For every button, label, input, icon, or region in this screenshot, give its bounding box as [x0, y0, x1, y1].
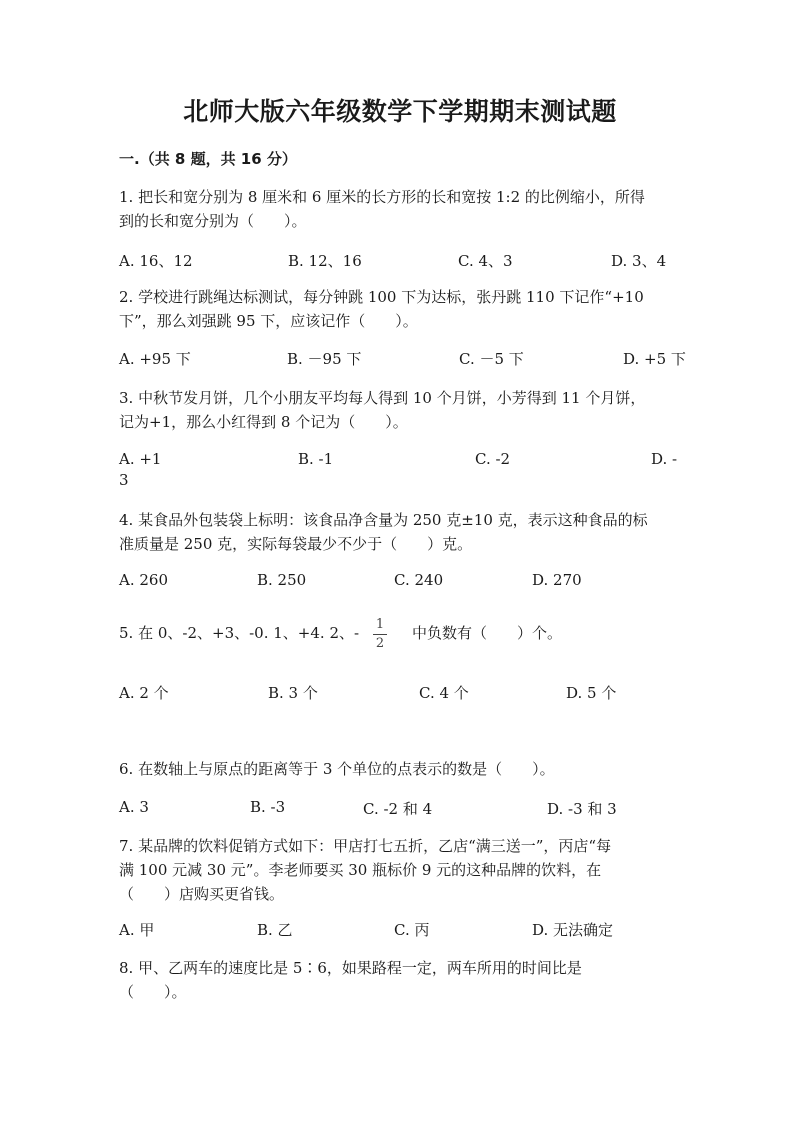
question-1-option-c: C. 4、3 [458, 252, 513, 270]
question-7-line-1: 7. 某品牌的饮料促销方式如下：甲店打七五折，乙店“满三送一”，丙店“每 [119, 837, 612, 855]
question-6-option-c: C. -2 和 4 [363, 800, 433, 818]
question-5-text: 5. 在 0、-2、+3、-0. 1、+4. 2、- [119, 624, 360, 642]
question-5-option-d: D. 5 个 [566, 684, 617, 702]
fraction-one-half [373, 618, 387, 651]
question-1-option-b: B. 12、16 [288, 252, 362, 270]
question-4-line-1: 4. 某食品外包装袋上标明：该食品净含量为 250 克±10 克，表示这种食品的标 [119, 511, 648, 529]
question-6-option-d: D. -3 和 3 [547, 800, 617, 818]
question-2-option-d: D. +5 下 [623, 350, 686, 368]
question-6-option-b: B. -3 [250, 798, 286, 816]
question-3-option-c: C. -2 [475, 450, 511, 468]
question-2-option-c: C. －5 下 [459, 350, 524, 368]
question-3-line-1: 3. 中秋节发月饼，几个小朋友平均每人得到 10 个月饼，小芳得到 11 个月饼， [119, 389, 646, 407]
question-7-line-3: （ ）店购买更省钱。 [119, 885, 285, 903]
question-5-option-c: C. 4 个 [419, 684, 469, 702]
question-2-line-1: 2. 学校进行跳绳达标测试，每分钟跳 100 下为达标，张丹跳 110 下记作“+10 [119, 288, 644, 306]
question-3-line-2: 记为+1，那么小红得到 8 个记为（ ）。 [119, 413, 408, 431]
question-1-option-a: A. 16、12 [119, 252, 193, 270]
question-7-option-d: D. 无法确定 [532, 921, 614, 939]
question-6-option-a: A. 3 [119, 798, 149, 816]
question-6-text: 6. 在数轴上与原点的距离等于 3 个单位的点表示的数是（ ）。 [119, 760, 555, 778]
fraction-numerator: 1 [375, 617, 385, 632]
fraction-denominator: 2 [375, 636, 385, 651]
question-3-option-a: A. +1 [119, 450, 162, 468]
question-2-line-2: 下”，那么刘强跳 95 下，应该记作（ ）。 [119, 312, 418, 330]
question-1-option-d: D. 3、4 [611, 252, 667, 270]
question-5-option-b: B. 3 个 [268, 684, 318, 702]
question-2-option-a: A. +95 下 [119, 350, 191, 368]
question-8-line-1: 8. 甲、乙两车的速度比是 5∶6，如果路程一定，两车所用的时间比是 [119, 959, 582, 977]
question-5-option-a: A. 2 个 [119, 684, 169, 702]
question-3-option-d: D. - [651, 450, 678, 468]
question-4-option-d: D. 270 [532, 571, 582, 589]
question-7-option-b: B. 乙 [257, 921, 293, 939]
question-1-line-1: 1. 把长和宽分别为 8 厘米和 6 厘米的长方形的长和宽按 1:2 的比例缩小，所得 [119, 188, 645, 206]
fraction-bar [373, 634, 387, 635]
page-title: 北师大版六年级数学下学期期末测试题 [183, 97, 617, 126]
question-8-line-2: （ ）。 [119, 983, 187, 1001]
question-7-line-2: 满 100 元减 30 元”。李老师要买 30 瓶标价 9 元的这种品牌的饮料，在 [119, 861, 602, 879]
question-7-option-a: A. 甲 [119, 921, 155, 939]
question-4-option-b: B. 250 [257, 571, 307, 589]
section-heading: 一.（共 8 题，共 16 分） [119, 150, 297, 168]
question-4-line-2: 准质量是 250 克，实际每袋最少不少于（ ）克。 [119, 535, 473, 553]
question-3-option-d-wrap: 3 [119, 471, 129, 489]
question-2-option-b: B. －95 下 [287, 350, 362, 368]
question-5-text-tail: 中负数有（ ）个。 [412, 624, 563, 642]
question-3-option-b: B. -1 [298, 450, 334, 468]
question-4-option-a: A. 260 [119, 571, 168, 589]
question-7-option-c: C. 丙 [394, 921, 430, 939]
question-1-line-2: 到的长和宽分别为（ ）。 [119, 212, 307, 230]
question-4-option-c: C. 240 [394, 571, 444, 589]
